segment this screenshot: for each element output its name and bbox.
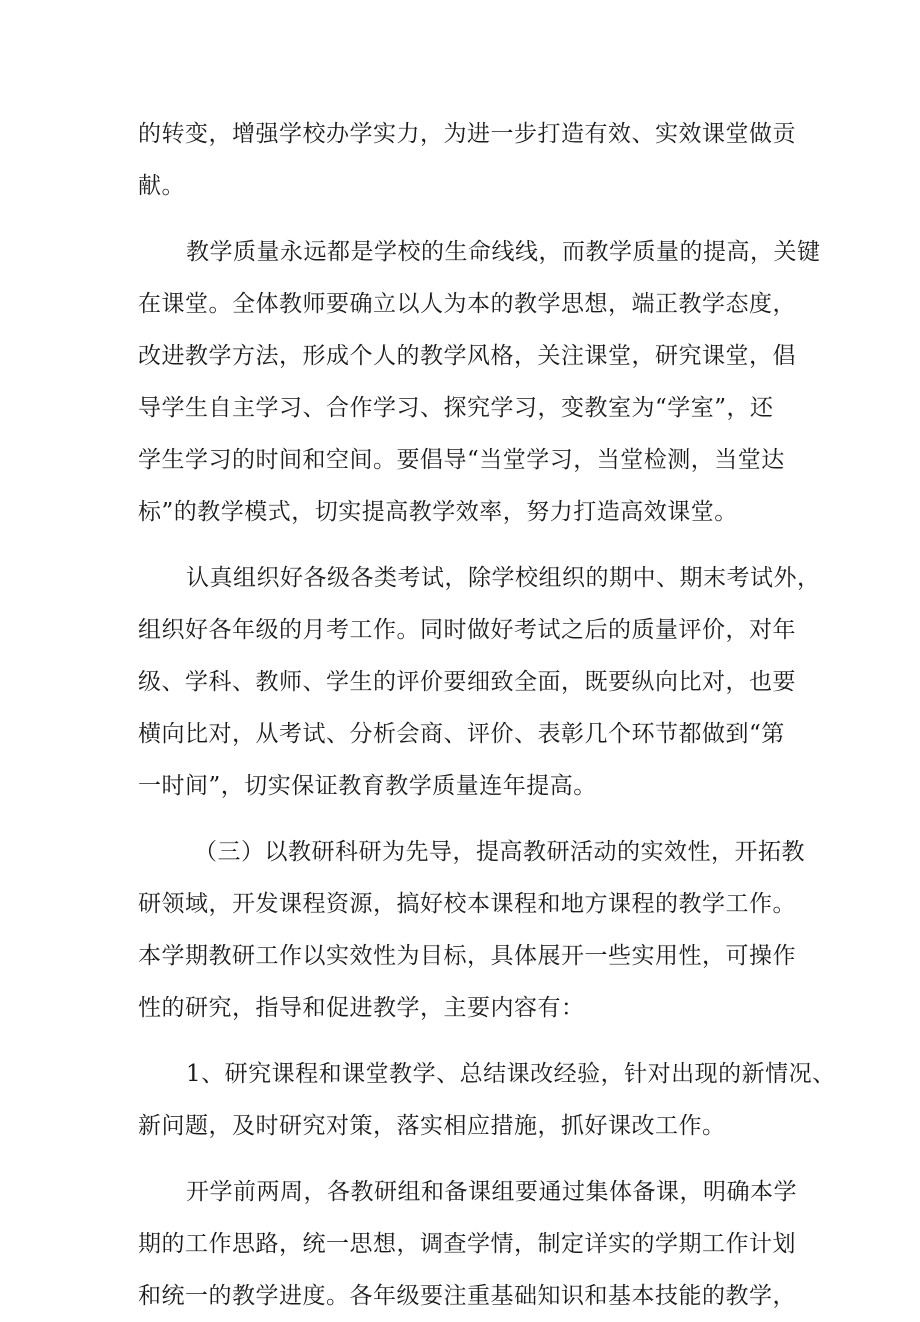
paragraph-6	[138, 1166, 800, 1322]
text-line: 献。	[138, 173, 185, 199]
text-line: 导学生自主学习、合作学习、探究学习，变教室为“学室”，还	[138, 395, 774, 421]
text-line: 在课堂。全体教师要确立以人为本的教学思想，端正教学态度，	[138, 291, 796, 317]
text-line: 教学质量永远都是学校的生命线线，而教学质量的提高，关键	[186, 239, 821, 265]
text-line: 认真组织好各级各类考试，除学校组织的期中、期末考试外，	[186, 565, 821, 591]
paragraph-1	[138, 108, 800, 212]
text-line: 和统一的教学进度。各年级要注重基础知识和基本技能的教学，	[138, 1283, 796, 1309]
document-body	[138, 108, 836, 1322]
text-line: 1、研究课程和课堂教学、总结课改经验，针对出现的新情况、	[186, 1061, 836, 1087]
text-line: 级、学科、教师、学生的评价要细致全面，既要纵向比对，也要	[138, 669, 796, 695]
text-line: 组织好各年级的月考工作。同时做好考试之后的质量评价，对年	[138, 617, 796, 643]
text-line: 学生学习的时间和空间。要倡导“当堂学习，当堂检测，当堂达	[138, 447, 785, 473]
text-line: 研领域，开发课程资源，搞好校本课程和地方课程的教学工作。	[138, 891, 796, 917]
paragraph-2	[138, 226, 821, 538]
text-line: 本学期教研工作以实效性为目标，具体展开一些实用性，可操作	[138, 943, 796, 969]
text-line: 改进教学方法，形成个人的教学风格，关注课堂，研究课堂，倡	[138, 343, 796, 369]
text-line: 性的研究，指导和促进教学，主要内容有：	[138, 995, 585, 1021]
text-line: 标”的教学模式，切实提高教学效率，努力打造高效课堂。	[138, 499, 738, 525]
text-line: 期的工作思路，统一思想，调查学情，制定详实的学期工作计划	[138, 1231, 796, 1257]
text-line: 一时间”，切实保证教育教学质量连年提高。	[138, 773, 597, 799]
text-line: 的转变，增强学校办学实力，为进一步打造有效、实效课堂做贡	[138, 121, 796, 147]
text-line: 横向比对，从考试、分析会商、评价、表彰几个环节都做到“第	[138, 721, 785, 747]
paragraph-5	[138, 1048, 836, 1152]
paragraph-4	[138, 826, 805, 1034]
paragraph-3	[138, 552, 821, 812]
text-line: 新问题，及时研究对策，落实相应措施，抓好课改工作。	[138, 1113, 726, 1139]
text-line: （三）以教研科研为先导，提高教研活动的实效性，开拓教	[194, 839, 805, 865]
text-line: 开学前两周，各教研组和备课组要通过集体备课，明确本学	[186, 1179, 797, 1205]
